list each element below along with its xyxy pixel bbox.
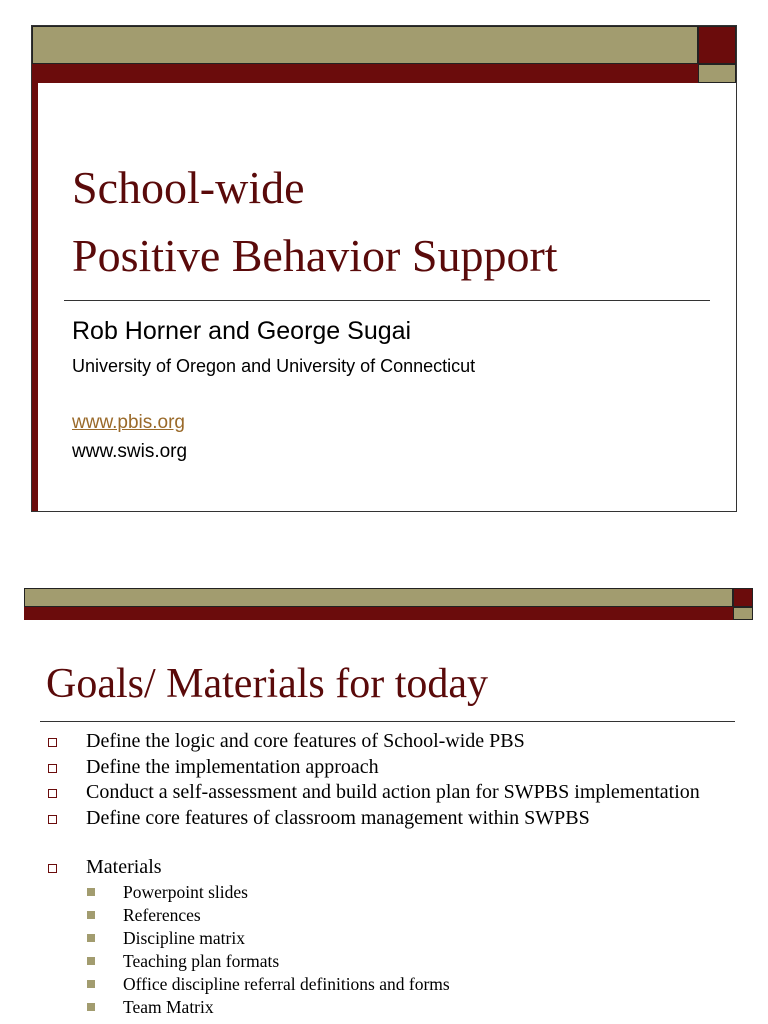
filled-square-bullet-icon (87, 980, 95, 988)
header-olive-bar (24, 588, 733, 607)
affiliation: University of Oregon and University of Connecticut (72, 356, 476, 376)
sub-bullet-item (24, 996, 753, 1019)
sub-bullet-text: Team Matrix (123, 997, 214, 1018)
title-divider (64, 300, 710, 301)
bullet-list (24, 729, 753, 1020)
sub-bullet-text: Office discipline referral definitions and forms (123, 974, 450, 995)
bullet-item (24, 780, 753, 806)
materials-bullet (24, 855, 753, 881)
sub-bullet-text: References (123, 904, 201, 925)
bullet-text: Conduct a self-assessment and build action plan for SWPBS implementation (86, 781, 700, 803)
filled-square-bullet-icon (87, 1003, 95, 1011)
hollow-square-bullet-icon (48, 738, 57, 747)
bullet-text: Define the logic and core features of School-wide PBS (86, 730, 525, 752)
filled-square-bullet-icon (87, 934, 95, 942)
header-olive-bar (32, 26, 698, 64)
swis-url: www.swis.org (72, 441, 188, 462)
sub-bullet-item (24, 904, 753, 927)
sub-bullet-text: Teaching plan formats (123, 951, 280, 972)
bullet-text: Define the implementation approach (86, 755, 379, 778)
goals-slide (24, 588, 753, 1024)
filled-square-bullet-icon (87, 888, 95, 896)
materials-list (24, 881, 753, 1020)
corner-olive-square (733, 607, 753, 620)
slide-title: Goals/ Materials for today (46, 661, 489, 707)
corner-maroon-square (733, 588, 753, 607)
bullet-item (24, 806, 753, 832)
materials-label: Materials (86, 856, 162, 878)
title-divider (40, 721, 735, 722)
title-line-2: Positive Behavior Support (72, 230, 558, 281)
sub-bullet-item (24, 927, 753, 950)
side-maroon-bar (32, 83, 38, 511)
sub-bullet-item (24, 950, 753, 973)
sub-bullet-item (24, 881, 753, 904)
filled-square-bullet-icon (87, 911, 95, 919)
header-maroon-bar (24, 607, 733, 620)
pbis-link[interactable]: www.pbis.org (72, 412, 185, 433)
title-line-1: School-wide (72, 162, 305, 213)
slide-title (72, 154, 712, 290)
hollow-square-bullet-icon (48, 789, 57, 798)
sub-bullet-text: Discipline matrix (123, 927, 245, 948)
sub-bullet-text: Powerpoint slides (123, 881, 248, 902)
hollow-square-bullet-icon (48, 764, 57, 773)
bullet-text: Define core features of classroom management within SWPBS (86, 806, 590, 829)
title-slide (32, 26, 736, 511)
corner-olive-square (698, 64, 736, 83)
sub-bullet-item (24, 973, 753, 996)
hollow-square-bullet-icon (48, 864, 57, 873)
filled-square-bullet-icon (87, 957, 95, 965)
hollow-square-bullet-icon (48, 815, 57, 824)
bullet-item (24, 729, 753, 755)
corner-maroon-square (698, 26, 736, 64)
bullet-item (24, 755, 753, 781)
authors: Rob Horner and George Sugai (72, 317, 412, 345)
header-maroon-bar (32, 64, 698, 83)
